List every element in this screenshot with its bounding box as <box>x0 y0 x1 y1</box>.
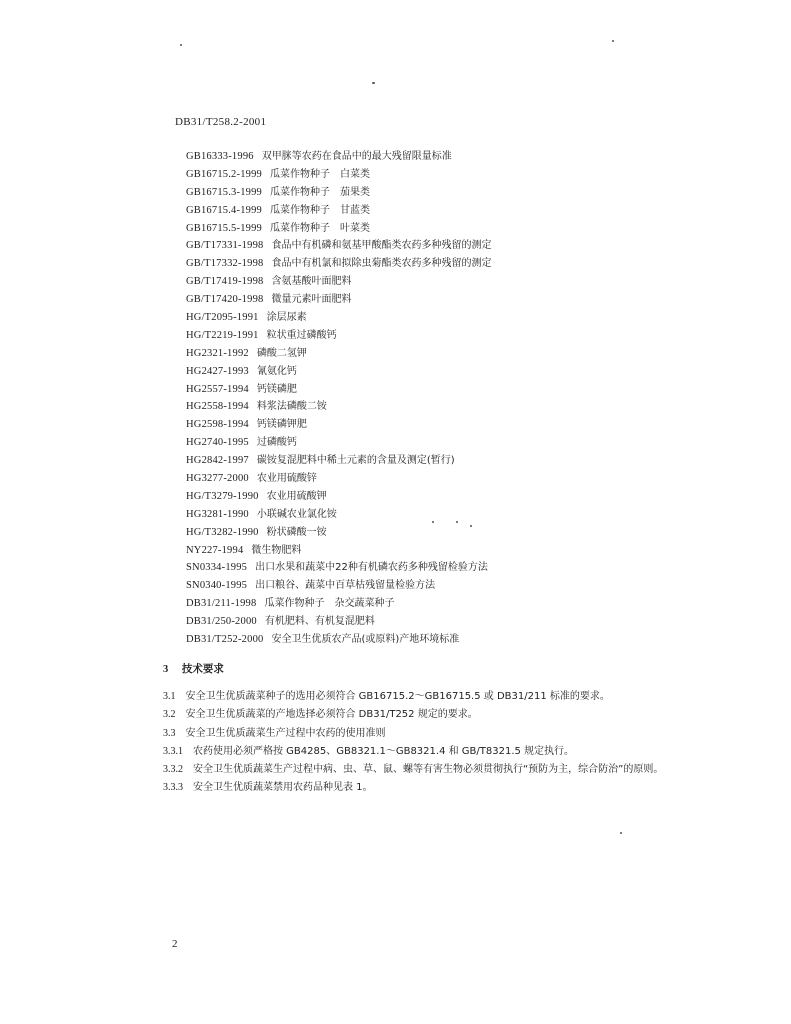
clause-text: 安全卫生优质蔬菜禁用农药品种见表 1。 <box>193 782 373 794</box>
reference-item <box>186 381 746 399</box>
reference-item <box>186 488 746 506</box>
clause <box>163 688 723 706</box>
reference-code: HG/T3282-1990 <box>186 526 259 538</box>
reference-title: 磷酸二氢钾 <box>256 347 307 359</box>
reference-code: SN0334-1995 <box>186 562 248 574</box>
reference-code: NY227-1994 <box>186 544 244 556</box>
reference-code: GB16715.3-1999 <box>186 186 263 198</box>
clause-number: 3.3.1 <box>163 745 183 757</box>
reference-title: 微量元素叶面肥料 <box>271 294 352 306</box>
reference-item <box>186 452 746 470</box>
reference-title: 有机肥料、有机复混肥料 <box>264 616 375 628</box>
scan-speck <box>456 521 458 523</box>
reference-code: DB31/T252-2000 <box>186 634 264 646</box>
clause-number: 3.3.3 <box>163 782 183 794</box>
reference-code: GB/T17419-1998 <box>186 276 264 288</box>
reference-item <box>186 559 746 577</box>
reference-code: HG2427-1993 <box>186 365 249 377</box>
reference-title: 安全卫生优质农产品(或原料)产地环境标准 <box>271 634 460 646</box>
clause-text: 安全卫生优质蔬菜生产过程中病、虫、草、鼠、螺等有害生物必须贯彻执行“预防为主，综合防治”的原则。 <box>193 764 664 776</box>
clause <box>163 725 723 743</box>
page-number: 2 <box>172 938 178 950</box>
clause-text: 农药使用必须严格按 GB4285、GB8321.1～GB8321.4 和 GB/T8321.5 规定执行。 <box>193 745 575 757</box>
reference-code: GB16715.5-1999 <box>186 222 263 234</box>
reference-title: 含氨基酸叶面肥料 <box>271 276 352 288</box>
reference-title: 微生物肥料 <box>251 544 302 556</box>
reference-code: HG2557-1994 <box>186 383 249 395</box>
reference-code: GB16715.4-1999 <box>186 204 263 216</box>
reference-title: 瓜菜作物种子 甘蓝类 <box>270 204 371 216</box>
reference-item <box>186 166 746 184</box>
scan-speck <box>372 82 375 84</box>
reference-title: 料浆法磷酸二铵 <box>256 401 327 413</box>
reference-item <box>186 184 746 202</box>
reference-code: HG/T3279-1990 <box>186 490 259 502</box>
reference-title: 小联碱农业氯化铵 <box>256 508 337 520</box>
reference-item <box>186 255 746 273</box>
reference-title: 钙镁磷肥 <box>256 383 297 395</box>
reference-code: HG3281-1990 <box>186 508 249 520</box>
clause-text: 安全卫生优质蔬菜种子的选用必须符合 GB16715.2～GB16715.5 或 DB31/211 标准的要求。 <box>185 691 610 702</box>
clauses-list <box>163 688 723 798</box>
reference-code: SN0340-1995 <box>186 580 248 592</box>
reference-item <box>186 577 746 595</box>
reference-title: 瓜菜作物种子 白菜类 <box>270 168 371 180</box>
reference-code: GB/T17332-1998 <box>186 258 264 270</box>
reference-item <box>186 309 746 327</box>
reference-code: HG2842-1997 <box>186 455 249 467</box>
reference-code: HG2558-1994 <box>186 401 249 413</box>
clause-number: 3.3.2 <box>163 764 183 776</box>
reference-title: 碳铵复混肥料中稀土元素的含量及测定(暂行) <box>256 455 455 467</box>
reference-title: 食品中有机磷和氨基甲酸酯类农药多种残留的测定 <box>271 240 492 252</box>
reference-title: 农业用硫酸钾 <box>266 490 327 502</box>
reference-title: 出口水果和蔬菜中22种有机磷农药多种残留检验方法 <box>255 562 488 574</box>
reference-item <box>186 363 746 381</box>
reference-title: 瓜菜作物种子 杂交蔬菜种子 <box>264 598 395 610</box>
reference-item <box>186 273 746 291</box>
reference-title: 氰氨化钙 <box>256 365 297 377</box>
scan-speck <box>620 832 622 834</box>
reference-item <box>186 542 746 560</box>
reference-code: HG3277-2000 <box>186 473 249 485</box>
reference-title: 过磷酸钙 <box>256 437 297 449</box>
reference-item <box>186 506 746 524</box>
reference-item <box>186 398 746 416</box>
reference-code: HG2321-1992 <box>186 347 249 359</box>
reference-item <box>186 327 746 345</box>
reference-item <box>186 291 746 309</box>
reference-item <box>186 434 746 452</box>
reference-code: HG2740-1995 <box>186 437 249 449</box>
scan-speck <box>470 525 472 527</box>
clause-text: 安全卫生优质蔬菜的产地选择必须符合 DB31/T252 规定的要求。 <box>185 709 478 721</box>
reference-code: HG2598-1994 <box>186 419 249 431</box>
clause-text: 安全卫生优质蔬菜生产过程中农药的使用准则 <box>185 727 386 739</box>
clause-number: 3.1 <box>163 691 176 702</box>
clause-number: 3.3 <box>163 727 176 739</box>
reference-item <box>186 237 746 255</box>
reference-title: 食品中有机氯和拟除虫菊酯类农药多种残留的测定 <box>271 258 492 270</box>
reference-code: GB16333-1996 <box>186 151 254 162</box>
reference-title: 双甲脒等农药在食品中的最大残留限量标准 <box>261 151 452 162</box>
reference-code: GB/T17420-1998 <box>186 294 264 306</box>
reference-title: 出口粮谷、蔬菜中百草枯残留量检验方法 <box>255 580 436 592</box>
reference-code: DB31/250-2000 <box>186 616 257 628</box>
section-heading <box>163 661 224 676</box>
reference-code: HG/T2095-1991 <box>186 312 259 324</box>
reference-title: 农业用硫酸锌 <box>256 473 317 485</box>
reference-item <box>186 416 746 434</box>
reference-item <box>186 345 746 363</box>
reference-item <box>186 613 746 631</box>
reference-item <box>186 595 746 613</box>
section-title: 技术要求 <box>181 663 224 675</box>
scan-speck <box>180 44 182 46</box>
reference-item <box>186 148 746 166</box>
reference-item <box>186 202 746 220</box>
clause <box>163 743 723 761</box>
reference-item <box>186 220 746 238</box>
clause <box>163 706 723 724</box>
reference-item <box>186 631 746 649</box>
reference-code: GB/T17331-1998 <box>186 240 264 252</box>
clause-number: 3.2 <box>163 709 176 721</box>
reference-title: 瓜菜作物种子 叶菜类 <box>270 222 371 234</box>
clause <box>163 761 718 779</box>
scan-speck <box>432 521 434 523</box>
reference-item <box>186 470 746 488</box>
section-number: 3 <box>163 664 169 675</box>
clause <box>163 779 723 797</box>
normative-references-list <box>186 148 746 649</box>
reference-code: GB16715.2-1999 <box>186 168 263 180</box>
reference-title: 钙镁磷钾肥 <box>256 419 307 431</box>
scan-speck <box>612 40 614 42</box>
reference-title: 粉状磷酸一铵 <box>266 526 327 538</box>
reference-code: HG/T2219-1991 <box>186 329 259 341</box>
reference-title: 涂层尿素 <box>266 312 307 324</box>
document-code-header: DB31/T258.2-2001 <box>175 116 267 128</box>
reference-code: DB31/211-1998 <box>186 598 257 610</box>
reference-item <box>186 524 746 542</box>
reference-title: 粒状重过磷酸钙 <box>266 329 337 341</box>
reference-title: 瓜菜作物种子 茄果类 <box>270 186 371 198</box>
